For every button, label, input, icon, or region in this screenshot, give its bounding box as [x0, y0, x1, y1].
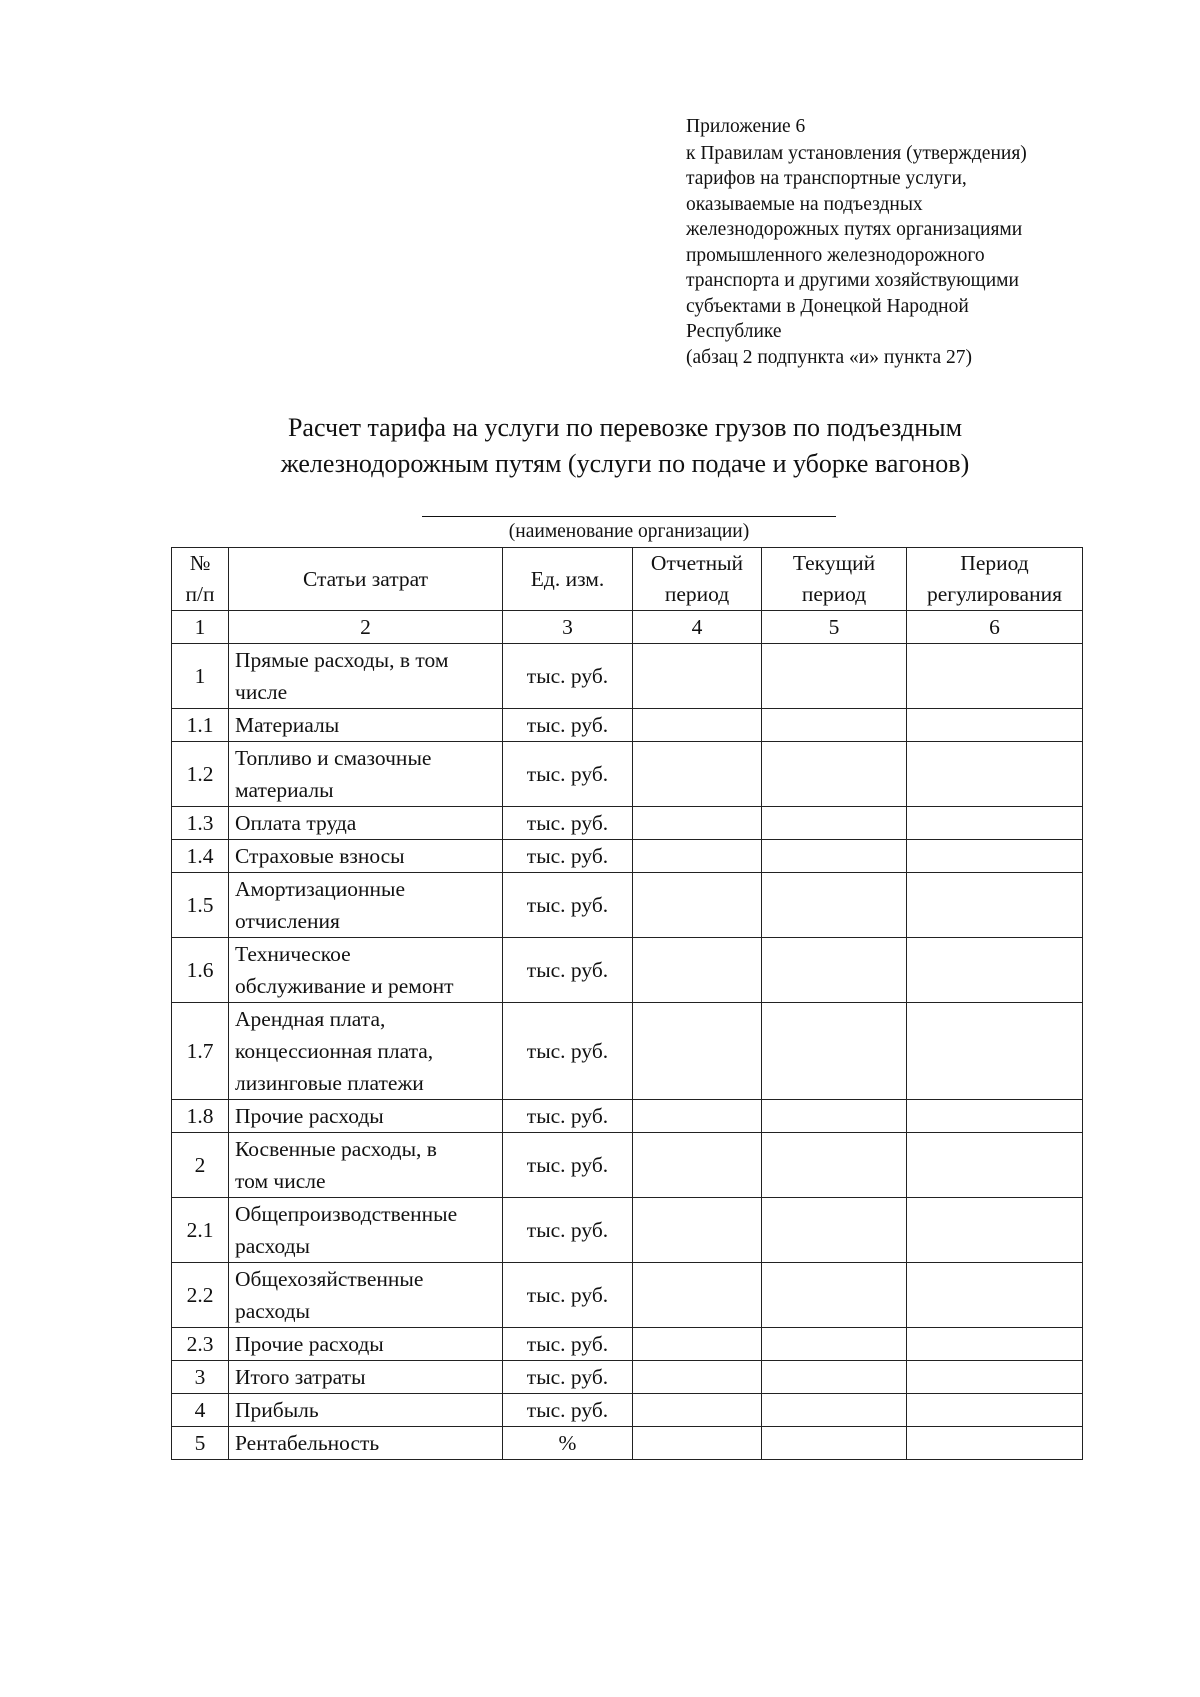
row-unit: тыс. руб.: [503, 742, 633, 807]
row-unit: тыс. руб.: [503, 807, 633, 840]
row-unit: тыс. руб.: [503, 1394, 633, 1427]
row-item: [229, 1328, 503, 1361]
row-number: 4: [172, 1394, 229, 1427]
row-item-line: Итого затраты: [235, 1365, 366, 1389]
appendix-line: к Правилам установления (утверждения): [686, 142, 1027, 164]
row-item-line: Топливо и смазочные: [235, 746, 432, 770]
header-reported-period: [633, 548, 762, 611]
row-unit: тыс. руб.: [503, 709, 633, 742]
document-title: [170, 410, 1080, 482]
table-header-row: [172, 548, 1083, 611]
table-row: [172, 1328, 1083, 1361]
organization-name-blank: [422, 516, 836, 517]
row-item-line: Материалы: [235, 713, 340, 737]
row-item: [229, 1361, 503, 1394]
row-item-line: расходы: [235, 1299, 310, 1323]
row-item-line: Общепроизводственные: [235, 1202, 458, 1226]
row-item: [229, 742, 503, 807]
row-item-line: расходы: [235, 1234, 310, 1258]
appendix-line: промышленного железнодорожного: [686, 244, 985, 266]
header-line: период: [801, 582, 867, 606]
row-unit: тыс. руб.: [503, 873, 633, 938]
row-item: [229, 1100, 503, 1133]
row-item-line: Страховые взносы: [235, 844, 405, 868]
row-number: 1.7: [172, 1003, 229, 1100]
row-value-reported[interactable]: [633, 938, 762, 1003]
header-current-period: [762, 548, 907, 611]
row-value-regulation[interactable]: [907, 709, 1083, 742]
header-num: [172, 548, 229, 611]
row-number: 1.6: [172, 938, 229, 1003]
row-number: 2.3: [172, 1328, 229, 1361]
appendix-line: субъектами в Донецкой Народной: [686, 295, 969, 317]
column-number: 6: [907, 611, 1083, 644]
row-number: 2.1: [172, 1198, 229, 1263]
row-value-regulation[interactable]: [907, 840, 1083, 873]
row-value-current[interactable]: [762, 742, 907, 807]
column-number: 2: [229, 611, 503, 644]
row-number: 1.3: [172, 807, 229, 840]
table-row: [172, 1263, 1083, 1328]
appendix-line: транспорта и другими хозяйствующими: [686, 270, 1019, 291]
row-unit: тыс. руб.: [503, 1328, 633, 1361]
header-unit: Ед. изм.: [503, 548, 633, 611]
row-value-current[interactable]: [762, 938, 907, 1003]
table-row: [172, 1198, 1083, 1263]
row-value-reported[interactable]: [633, 873, 762, 938]
row-number: 1.5: [172, 873, 229, 938]
row-value-reported[interactable]: [633, 644, 762, 709]
row-value-reported[interactable]: [633, 1003, 762, 1100]
row-value-current[interactable]: [762, 807, 907, 840]
row-value-regulation[interactable]: [907, 938, 1083, 1003]
tariff-calculation-table: [171, 547, 1083, 1460]
row-item-line: отчисления: [235, 909, 340, 933]
row-item: [229, 1198, 503, 1263]
row-value-regulation[interactable]: [907, 1427, 1083, 1460]
row-value-reported[interactable]: [633, 1361, 762, 1394]
row-item: [229, 1133, 503, 1198]
row-value-regulation[interactable]: [907, 742, 1083, 807]
row-value-current[interactable]: [762, 873, 907, 938]
header-num-line: п/п: [185, 582, 215, 606]
row-item: [229, 873, 503, 938]
header-line: регулирования: [927, 582, 1062, 606]
row-item-line: Прочие расходы: [235, 1104, 384, 1128]
header-line: период: [664, 582, 730, 606]
row-value-reported[interactable]: [633, 1394, 762, 1427]
row-value-current[interactable]: [762, 1003, 907, 1100]
table-row: [172, 1394, 1083, 1427]
row-item-line: лизинговые платежи: [235, 1071, 424, 1095]
row-unit: тыс. руб.: [503, 1198, 633, 1263]
row-value-reported[interactable]: [633, 807, 762, 840]
row-value-reported[interactable]: [633, 1198, 762, 1263]
table-body: [172, 644, 1083, 1460]
row-item-line: Прибыль: [235, 1398, 319, 1422]
row-value-reported[interactable]: [633, 1263, 762, 1328]
row-item: [229, 1394, 503, 1427]
row-value-current[interactable]: [762, 1100, 907, 1133]
row-unit: тыс. руб.: [503, 1100, 633, 1133]
appendix-line: Республике: [686, 321, 782, 342]
table-row: [172, 1133, 1083, 1198]
header-regulation-period: [907, 548, 1083, 611]
row-value-current[interactable]: [762, 840, 907, 873]
row-value-current[interactable]: [762, 1328, 907, 1361]
row-number: 3: [172, 1361, 229, 1394]
row-value-current[interactable]: [762, 1427, 907, 1460]
row-item: [229, 840, 503, 873]
appendix-line: тарифов на транспортные услуги,: [686, 168, 967, 189]
header-line: Текущий: [792, 551, 876, 575]
row-item-line: числе: [235, 680, 288, 704]
row-unit: тыс. руб.: [503, 1003, 633, 1100]
table-row: [172, 938, 1083, 1003]
appendix-line: оказываемые на подъездных: [686, 193, 923, 215]
row-unit: тыс. руб.: [503, 644, 633, 709]
row-value-current[interactable]: [762, 644, 907, 709]
row-unit: %: [503, 1427, 633, 1460]
row-value-reported[interactable]: [633, 1328, 762, 1361]
header-item: Статьи затрат: [229, 548, 503, 611]
row-value-current[interactable]: [762, 1361, 907, 1394]
appendix-line: (абзац 2 подпункта «и» пункта 27): [686, 346, 972, 368]
organization-caption: (наименование организации): [508, 521, 750, 542]
row-number: 2: [172, 1133, 229, 1198]
row-unit: тыс. руб.: [503, 840, 633, 873]
row-item-line: Прямые расходы, в том: [235, 648, 449, 672]
row-unit: тыс. руб.: [503, 1361, 633, 1394]
table-row: [172, 1427, 1083, 1460]
row-unit: тыс. руб.: [503, 1263, 633, 1328]
row-value-regulation[interactable]: [907, 1328, 1083, 1361]
row-item: [229, 938, 503, 1003]
row-value-regulation[interactable]: [907, 1100, 1083, 1133]
row-unit: тыс. руб.: [503, 938, 633, 1003]
row-item-line: Амортизационные: [235, 877, 406, 901]
title-line-1: Расчет тарифа на услуги по перевозке грузов по подъездным: [287, 413, 963, 442]
row-value-regulation[interactable]: [907, 1361, 1083, 1394]
row-item-line: концессионная плата,: [235, 1039, 434, 1063]
row-item: [229, 709, 503, 742]
table-row: [172, 709, 1083, 742]
row-value-regulation[interactable]: [907, 644, 1083, 709]
appendix-note: [686, 114, 1106, 370]
row-item-line: Прочие расходы: [235, 1332, 384, 1356]
row-value-current[interactable]: [762, 1133, 907, 1198]
row-value-current[interactable]: [762, 1263, 907, 1328]
table-row: [172, 742, 1083, 807]
row-item-line: Рентабельность: [235, 1431, 380, 1455]
header-line: Период: [960, 551, 1029, 575]
header-num-line: №: [189, 551, 211, 575]
row-value-reported[interactable]: [633, 840, 762, 873]
row-value-reported[interactable]: [633, 1133, 762, 1198]
row-number: 2.2: [172, 1263, 229, 1328]
table-row: [172, 873, 1083, 938]
row-value-reported[interactable]: [633, 1427, 762, 1460]
column-number: 3: [503, 611, 633, 644]
row-value-regulation[interactable]: [907, 1198, 1083, 1263]
row-item-line: обслуживание и ремонт: [235, 974, 454, 998]
row-number: 1.1: [172, 709, 229, 742]
row-item-line: Косвенные расходы, в: [235, 1137, 437, 1161]
row-item: [229, 644, 503, 709]
row-item-line: Арендная плата,: [235, 1007, 386, 1031]
row-item: [229, 1003, 503, 1100]
column-number-row: [172, 611, 1083, 644]
table-row: [172, 1003, 1083, 1100]
row-item: [229, 807, 503, 840]
row-value-reported[interactable]: [633, 709, 762, 742]
appendix-heading: Приложение 6: [686, 116, 806, 137]
row-item: [229, 1263, 503, 1328]
row-value-current[interactable]: [762, 1198, 907, 1263]
row-item-line: материалы: [235, 778, 334, 802]
row-item-line: Оплата труда: [235, 811, 357, 835]
row-number: 1.2: [172, 742, 229, 807]
table-row: [172, 1361, 1083, 1394]
row-unit: тыс. руб.: [503, 1133, 633, 1198]
row-number: 5: [172, 1427, 229, 1460]
row-number: 1.8: [172, 1100, 229, 1133]
row-value-regulation[interactable]: [907, 1263, 1083, 1328]
row-item: [229, 1427, 503, 1460]
title-line-2: железнодорожным путям (услуги по подаче и уборке вагонов): [280, 449, 970, 478]
column-number: 4: [633, 611, 762, 644]
row-value-current[interactable]: [762, 1394, 907, 1427]
table-row: [172, 807, 1083, 840]
row-value-regulation[interactable]: [907, 1003, 1083, 1100]
appendix-line: железнодорожных путях организациями: [686, 219, 1023, 240]
row-item-line: том числе: [235, 1169, 326, 1193]
row-value-current[interactable]: [762, 709, 907, 742]
row-value-regulation[interactable]: [907, 1133, 1083, 1198]
row-value-reported[interactable]: [633, 1100, 762, 1133]
table-row: [172, 840, 1083, 873]
header-line: Отчетный: [650, 551, 744, 575]
table-row: [172, 1100, 1083, 1133]
row-item-line: Общехозяйственные: [235, 1267, 424, 1291]
row-item-line: Техническое: [235, 942, 351, 966]
table-row: [172, 644, 1083, 709]
row-number: 1.4: [172, 840, 229, 873]
row-value-regulation[interactable]: [907, 807, 1083, 840]
column-number: 1: [172, 611, 229, 644]
row-number: 1: [172, 644, 229, 709]
row-value-reported[interactable]: [633, 742, 762, 807]
row-value-regulation[interactable]: [907, 873, 1083, 938]
row-value-regulation[interactable]: [907, 1394, 1083, 1427]
column-number: 5: [762, 611, 907, 644]
